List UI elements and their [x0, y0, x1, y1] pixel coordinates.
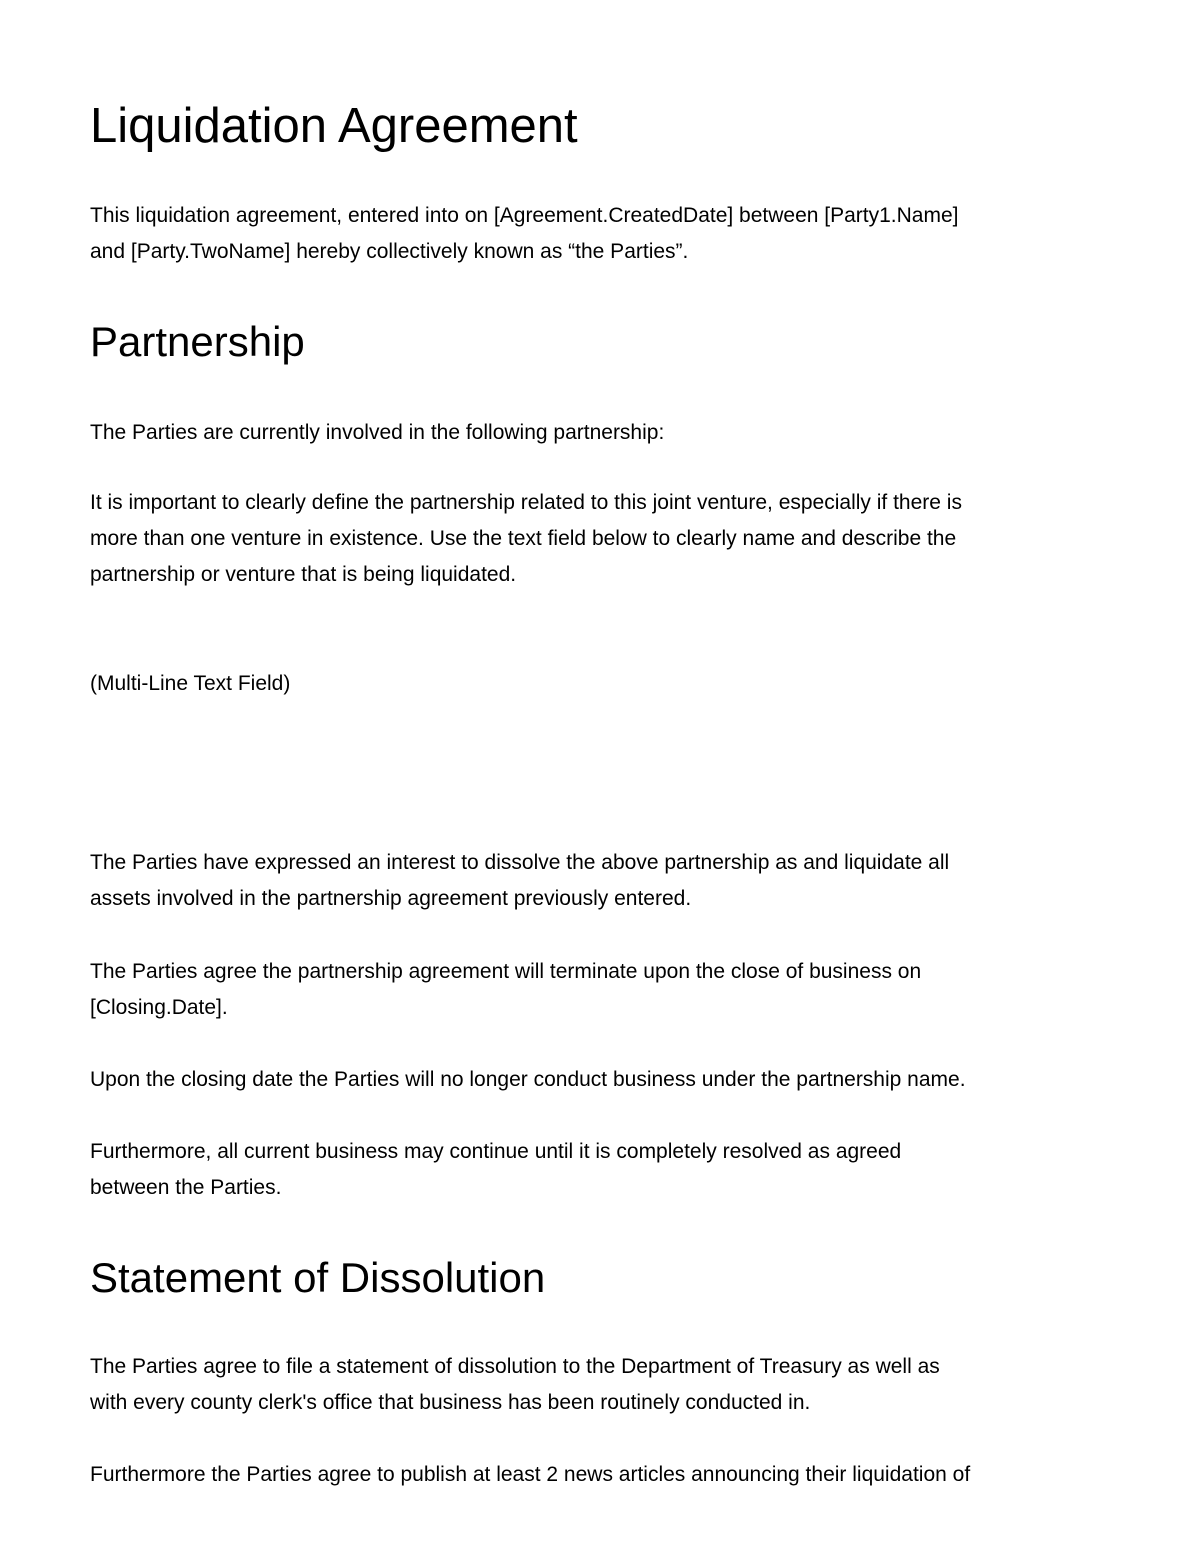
- partnership-heading: Partnership: [90, 318, 305, 365]
- partnership-paragraph-1: The Parties are currently involved in the following partnership:: [90, 421, 665, 444]
- document-title: Liquidation Agreement: [90, 99, 578, 153]
- dissolution-heading: Statement of Dissolution: [90, 1254, 546, 1301]
- partnership-paragraph-5: Upon the closing date the Parties will no longer conduct business under the partnership name.: [90, 1068, 966, 1091]
- partnership-paragraph-4: The Parties agree the partnership agreement will terminate upon the close of business on [Closing.Date].: [90, 960, 922, 1019]
- multi-line-text-field[interactable]: (Multi-Line Text Field): [90, 672, 291, 695]
- dissolution-paragraph-1: The Parties agree to file a statement of dissolution to the Department of Treasury as well as with every county clerk's office that business has been routinely conducted in.: [90, 1355, 940, 1414]
- partnership-paragraph-3: The Parties have expressed an interest to dissolve the above partnership as and liquidate all assets involved in the partnership agreement previously entered.: [90, 851, 950, 910]
- dissolution-paragraph-2: Furthermore the Parties agree to publish at least 2 news articles announcing their liquidation of: [90, 1463, 971, 1486]
- partnership-paragraph-2: It is important to clearly define the partnership related to this joint venture, especially if there is more than one venture in existence. Use the text field below to clearly name and describe the partnership or venture that is being liquidated.: [90, 491, 962, 586]
- partnership-paragraph-6: Furthermore, all current business may continue until it is completely resolved as agreed between the Parties.: [90, 1140, 902, 1199]
- intro-paragraph: This liquidation agreement, entered into on [Agreement.CreatedDate] between [Party1.Name] and [Party.TwoName] hereby collectively known as “the Parties”.: [90, 204, 959, 263]
